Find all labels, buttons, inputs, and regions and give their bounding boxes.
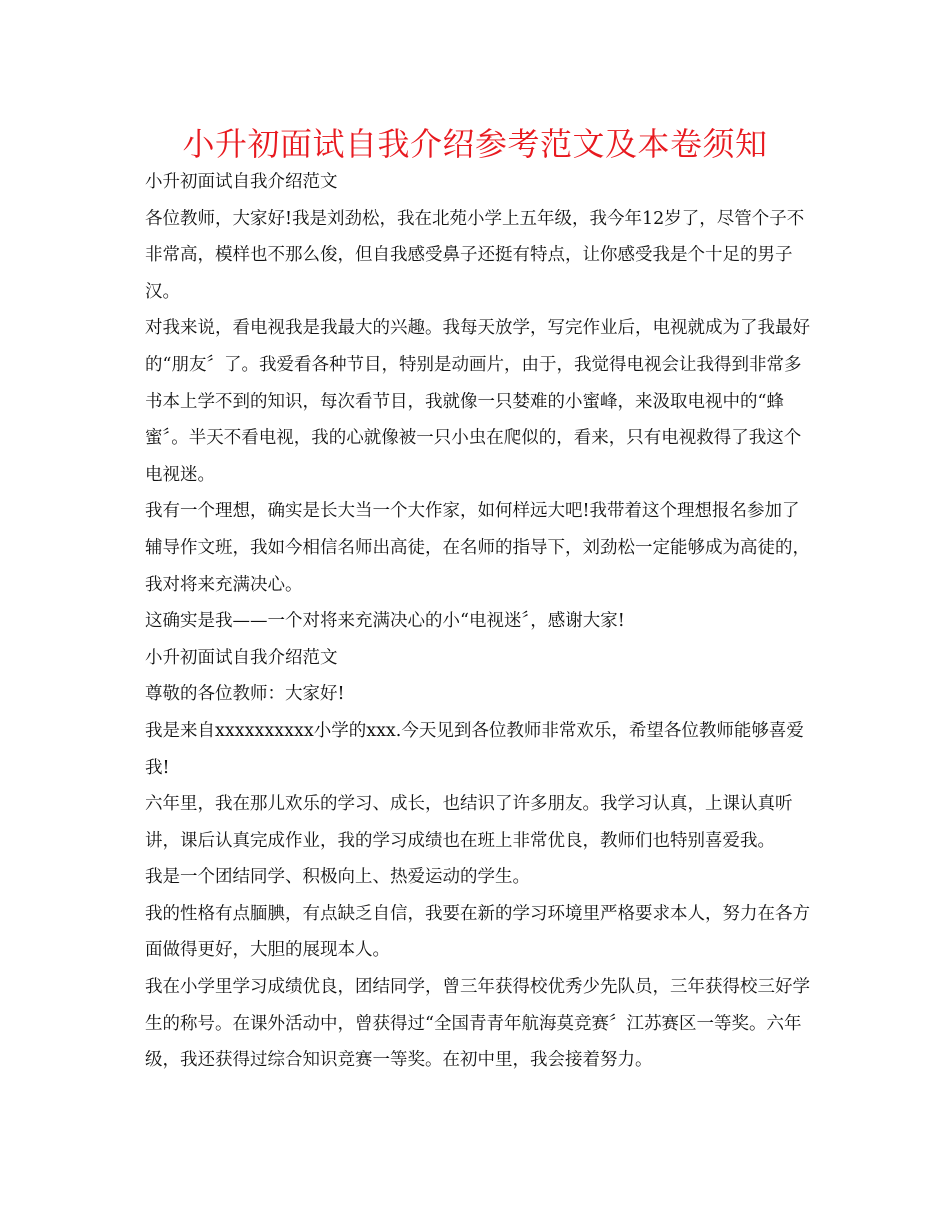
paragraph: 各位教师，大家好!我是刘劲松，我在北苑小学上五年级，我今年12岁了，尽管个子不非常高，模样也不那么俊，但自我感受鼻子还挺有特点，让你感受我是个十足的男子汉。 <box>145 208 805 302</box>
paragraph: 我有一个理想，确实是长大当一个大作家，如何样远大吧!我带着这个理想报名参加了辅导作文班，我如今相信名师出高徒，在名师的指导下，刘劲松一定能够成为高徒的，我对将来充满决心。 <box>145 501 810 595</box>
paragraph-heading-2: 小升初面试自我介绍范文 <box>145 647 338 668</box>
paragraph: 对我来说，看电视我是我最大的兴趣。我每天放学，写完作业后，电视就成为了我最好的“朋友〞了。我爱看各种节目，特别是动画片，由于，我觉得电视会让我得到非常多书本上学不到的知识，每次看节目，我就像一只婪难的小蜜峰，来汲取电视中的“蜂蜜〞。半天不看电视，我的心就像被一只小虫在爬似的，看来，只有电视救得了我这个电视迷。 <box>145 318 810 485</box>
paragraph: 六年里，我在那儿欢乐的学习、成长，也结识了许多朋友。我学习认真，上课认真听讲，课后认真完成作业，我的学习成绩也在班上非常优良，教师们也特别喜爱我。 <box>145 794 793 851</box>
paragraph: 这确实是我——一个对将来充满决心的小“电视迷〞，感谢大家! <box>145 611 625 632</box>
paragraph: 我是来自xxxxxxxxxx小学的xxx.今天见到各位教师非常欢乐，希望各位教师能够喜爱我! <box>145 720 804 778</box>
paragraph: 我是一个团结同学、积极向上、热爱运动的学生。 <box>145 867 530 888</box>
document-body <box>145 164 810 1079</box>
document-title: 小升初面试自我介绍参考范文及本卷须知 <box>182 125 768 163</box>
paragraph: 我的性格有点腼腆，有点缺乏自信，我要在新的学习环境里严格要求本人，努力在各方面做得更好，大胆的展现本人。 <box>145 903 810 961</box>
paragraph: 尊敬的各位教师：大家好! <box>145 684 345 705</box>
paragraph: 我在小学里学习成绩优良，团结同学，曾三年获得校优秀少先队员，三年获得校三好学生的称号。在课外活动中，曾获得过“全国青青年航海莫竞赛〞江苏赛区一等奖。六年级，我还获得过综合知识竞赛一等奖。在初中里，我会接着努力。 <box>145 977 810 1071</box>
paragraph-heading-1: 小升初面试自我介绍范文 <box>145 172 338 192</box>
